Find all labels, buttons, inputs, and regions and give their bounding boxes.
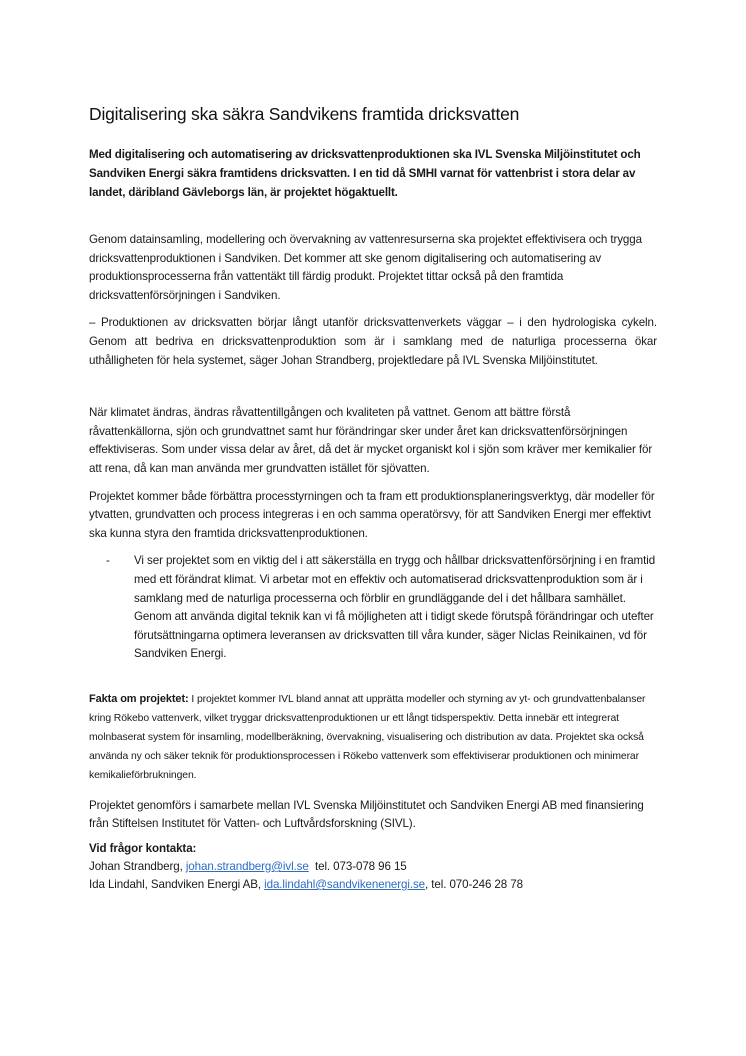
- contact-phone-1: tel. 073-078 96 15: [308, 860, 407, 874]
- contact-name-1: Johan Strandberg,: [89, 860, 186, 874]
- collaboration-paragraph: Projektet genomförs i samarbete mellan IVL Svenska Miljöinstitutet och Sandviken Energi AB med finansiering från Stiftelsen Institutet för Vatten- och Luftvårdsforskning (SIVL).: [89, 798, 644, 831]
- body-paragraph-2: – Produktionen av dricksvatten börjar långt utanför dricksvattenverkets väggar – i den hydrologiska cykeln. Genom att bedriva en dricksvattenproduktion som är i samklang med de naturliga processerna ökar uthålligheten för hela systemet, säger Johan Strandberg, projektledare på IVL Svenska Miljöinstitutet.: [89, 316, 657, 367]
- email-link-2[interactable]: ida.lindahl@sandvikenenergi.se: [264, 878, 426, 892]
- document-page: [89, 104, 657, 894]
- fakta-paragraph: [89, 690, 657, 785]
- contact-phone-2: , tel. 070-246 28 78: [425, 878, 523, 892]
- fakta-label: Fakta om projektet:: [89, 692, 189, 705]
- quote-text: Vi ser projektet som en viktig del i att säkerställa en trygg och hållbar dricksvattenförsörjning i en framtid med ett förändrat klimat. Vi arbetar mot en effektiv och automatiserad dricksvattenproduktion som är i samklang med de naturliga processerna och förblir en grundläggande del i det hållbara samhället. Genom att använda digital teknik kan vi få möjligheten att i tidigt skede förutspå förändringar och utefter förutsättningarna optimera leveransen av dricksvatten till våra kunder, säger Niclas Reinikainen, vd för Sandviken Energi.: [134, 554, 656, 661]
- contact-heading: Vid frågor kontakta:: [89, 842, 197, 856]
- contact-name-2: Ida Lindahl, Sandviken Energi AB,: [89, 878, 265, 892]
- lead-paragraph: Med digitalisering och automatisering av dricksvattenproduktionen ska IVL Svenska Miljöinstitutet och Sandviken Energi säkra framtidens dricksvatten. I en tid då SMHI varnat för vattenbrist i stora delar av landet, däribland Gävleborgs län, är projektet högaktuellt.: [89, 148, 641, 199]
- body-paragraph-1: Genom datainsamling, modellering och övervakning av vattenresurserna ska projektet effektivisera och trygga dricksvattenproduktionen i Sandviken. Det kommer att ske genom digitalisering och automatisering av produktionsprocesserna från vattentäkt till färdig produkt. Projektet tittar också på den framtida dricksvattenförsörjningen i Sandviken.: [89, 233, 642, 302]
- fakta-text: I projektet kommer IVL bland annat att upprätta modeller och styrning av yt- och grundvattenbalanser kring Rökebo vattenverk, vilket tryggar dricksvattenproduktionen ur ett långt tidsperspektiv. Detta innebär ett integrerat molnbaserat system för insamling, modellberäkning, övervakning, visualisering och distribution av data. Projektet ska också använda ny och säker teknik för produktionsprocessen i Rökebo vattenverk som effektiviserar produktionen och minimerar kemikalieförbrukningen.: [89, 693, 646, 781]
- body-paragraph-4: Projektet kommer både förbättra processtyrningen och ta fram ett produktionsplaneringsverktyg, där modeller för ytvatten, grundvatten och process integreras i en och samma operatörsvy, för att Sandviken Energi mer effektivt ska kunna styra den framtida dricksvattenproduktionen.: [89, 489, 655, 540]
- page-title: Digitalisering ska säkra Sandvikens framtida dricksvatten: [89, 104, 520, 124]
- body-paragraph-3: När klimatet ändras, ändras råvattentillgången och kvaliteten på vattnet. Genom att bättre förstå råvattenkällorna, sjön och grundvattnet samt hur förändringar sker under året kan dricksvattenförsörjningen effektiviseras. Som under vissa delar av året, då det är mycket organiskt kol i sjön som kräver mer kemikalier för att rena, då kan man använda mer grundvatten istället för sjövatten.: [89, 406, 653, 475]
- list-dash: -: [106, 554, 110, 568]
- contact-line-1: [89, 858, 657, 876]
- contact-line-2: [89, 876, 657, 894]
- email-link-1[interactable]: johan.strandberg@ivl.se: [185, 860, 309, 874]
- quote-block: [106, 552, 657, 664]
